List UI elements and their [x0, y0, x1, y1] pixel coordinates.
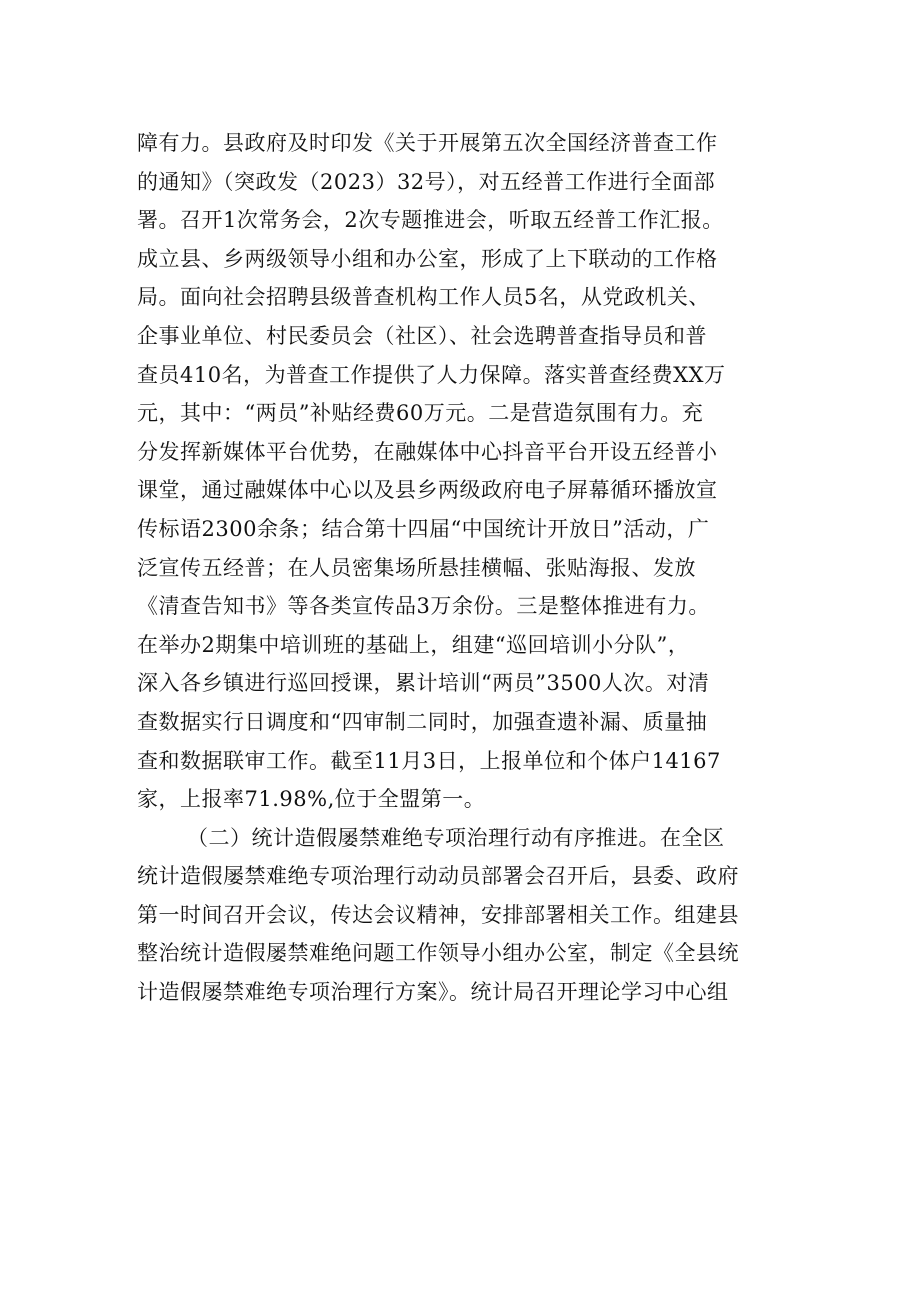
text-line: 课堂，通过融媒体中心以及县乡两级政府电子屏幕循环播放宣	[137, 478, 718, 503]
text-line: 署。召开1次常务会，2次专题推进会，听取五经普工作汇报。	[137, 208, 724, 233]
text-line: 分发挥新媒体平台优势，在融媒体中心抖音平台开设五经普小	[137, 439, 718, 464]
text-line: 查和数据联审工作。截至11月3日，上报单位和个体户14167	[137, 748, 721, 773]
text-line: 计造假屡禁难绝专项治理行方案》。统计局召开理论学习中心组	[137, 980, 729, 1005]
text-line: 企事业单位、村民委员会（社区）、社会选聘普查指导员和普	[137, 323, 707, 348]
text-line: 成立县、乡两级领导小组和办公室，形成了上下联动的工作格	[137, 246, 718, 271]
text-line: 家，上报率71.98%,位于全盟第一。	[137, 787, 486, 812]
text-line: 泛宣传五经普；在人员密集场所悬挂横幅、张贴海报、发放	[137, 555, 696, 580]
text-line: 整治统计造假屡禁难绝问题工作领导小组办公室，制定《全县统	[137, 941, 739, 966]
text-line: 统计造假屡禁难绝专项治理行动动员部署会召开后，县委、政府	[137, 864, 739, 889]
text-line: 局。面向社会招聘县级普查机构工作人员5名，从党政机关、	[137, 285, 710, 310]
text-line: 深入各乡镇进行巡回授课，累计培训“两员”3500人次。对清	[137, 671, 710, 696]
text-line: 查员410名，为普查工作提供了人力保障。落实普查经费XX万	[137, 362, 726, 387]
text-line: 第一时间召开会议，传达会议精神，安排部署相关工作。组建县	[137, 902, 739, 927]
text-line: 在举办2期集中培训班的基础上，组建“巡回培训小分队”，	[137, 632, 690, 657]
text-line: 的通知》（突政发（2023）32号），对五经普工作进行全面部	[137, 169, 716, 194]
text-line: 元，其中：“两员”补贴经费60万元。二是营造氛围有力。充	[137, 401, 704, 426]
text-line: 障有力。县政府及时印发《关于开展第五次全国经济普查工作	[137, 131, 718, 155]
section-heading-line: （二）统计造假屡禁难绝专项治理行动有序推进。在全区	[187, 825, 725, 850]
document-body	[137, 124, 797, 1012]
text-line: 《清查告知书》等各类宣传品3万余份。三是整体推进有力。	[137, 594, 710, 619]
text-line: 传标语2300余条；结合第十四届“中国统计开放日”活动，广	[137, 516, 710, 541]
text-line: 查数据实行日调度和“四审制二同时，加强查遗补漏、质量抽	[137, 709, 708, 734]
